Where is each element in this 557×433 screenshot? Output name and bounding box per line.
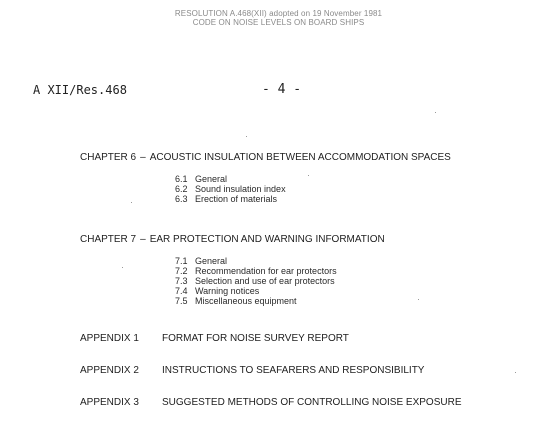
list-item: 7.1 General bbox=[175, 256, 228, 266]
list-item: 6.2 Sound insulation index bbox=[175, 184, 286, 194]
appendix-label: APPENDIX 3 bbox=[80, 397, 139, 408]
appendix-title: FORMAT FOR NOISE SURVEY REPORT bbox=[162, 333, 349, 344]
chapter-7-items bbox=[175, 256, 337, 306]
appendix-label: APPENDIX 1 bbox=[80, 333, 139, 344]
chapter-dash: – bbox=[140, 152, 146, 163]
scan-speck bbox=[435, 112, 436, 113]
chapter-title: EAR PROTECTION AND WARNING INFORMATION bbox=[149, 234, 385, 245]
scan-speck bbox=[122, 267, 123, 268]
chapter-dash: – bbox=[140, 234, 146, 245]
chapter-7-heading bbox=[80, 234, 385, 245]
list-item: 7.5 Miscellaneous equipment bbox=[175, 296, 297, 306]
list-item: 7.3 Selection and use of ear protectors bbox=[175, 276, 335, 286]
appendix-1 bbox=[80, 333, 349, 344]
chapter-6-heading bbox=[80, 152, 451, 163]
list-item: 7.4 Warning notices bbox=[175, 286, 260, 296]
scan-speck bbox=[308, 175, 309, 176]
appendix-2 bbox=[80, 365, 424, 376]
scan-speck bbox=[246, 136, 247, 137]
appendix-3 bbox=[80, 397, 462, 408]
scan-speck bbox=[418, 299, 419, 300]
document-reference: A XII/Res.468 bbox=[33, 83, 127, 97]
page-number: - 4 - bbox=[262, 82, 302, 97]
scan-speck bbox=[515, 372, 516, 373]
chapter-number: CHAPTER 6 bbox=[80, 152, 137, 163]
list-item: 6.1 General bbox=[175, 174, 228, 184]
chapter-6-items bbox=[175, 174, 286, 204]
appendix-title: SUGGESTED METHODS OF CONTROLLING NOISE EXPOSURE bbox=[162, 397, 462, 408]
chapter-title: ACOUSTIC INSULATION BETWEEN ACCOMMODATION SPACES bbox=[149, 152, 451, 163]
appendix-title: INSTRUCTIONS TO SEAFARERS AND RESPONSIBILITY bbox=[162, 365, 425, 376]
resolution-header: RESOLUTION A.468(XII) adopted on 19 November 1981 bbox=[174, 9, 383, 18]
chapter-number: CHAPTER 7 bbox=[80, 234, 137, 245]
code-title-header: CODE ON NOISE LEVELS ON BOARD SHIPS bbox=[192, 18, 365, 27]
appendix-label: APPENDIX 2 bbox=[80, 365, 139, 376]
list-item: 7.2 Recommendation for ear protectors bbox=[175, 266, 337, 276]
list-item: 6.3 Erection of materials bbox=[175, 194, 278, 204]
scan-speck bbox=[131, 202, 132, 203]
